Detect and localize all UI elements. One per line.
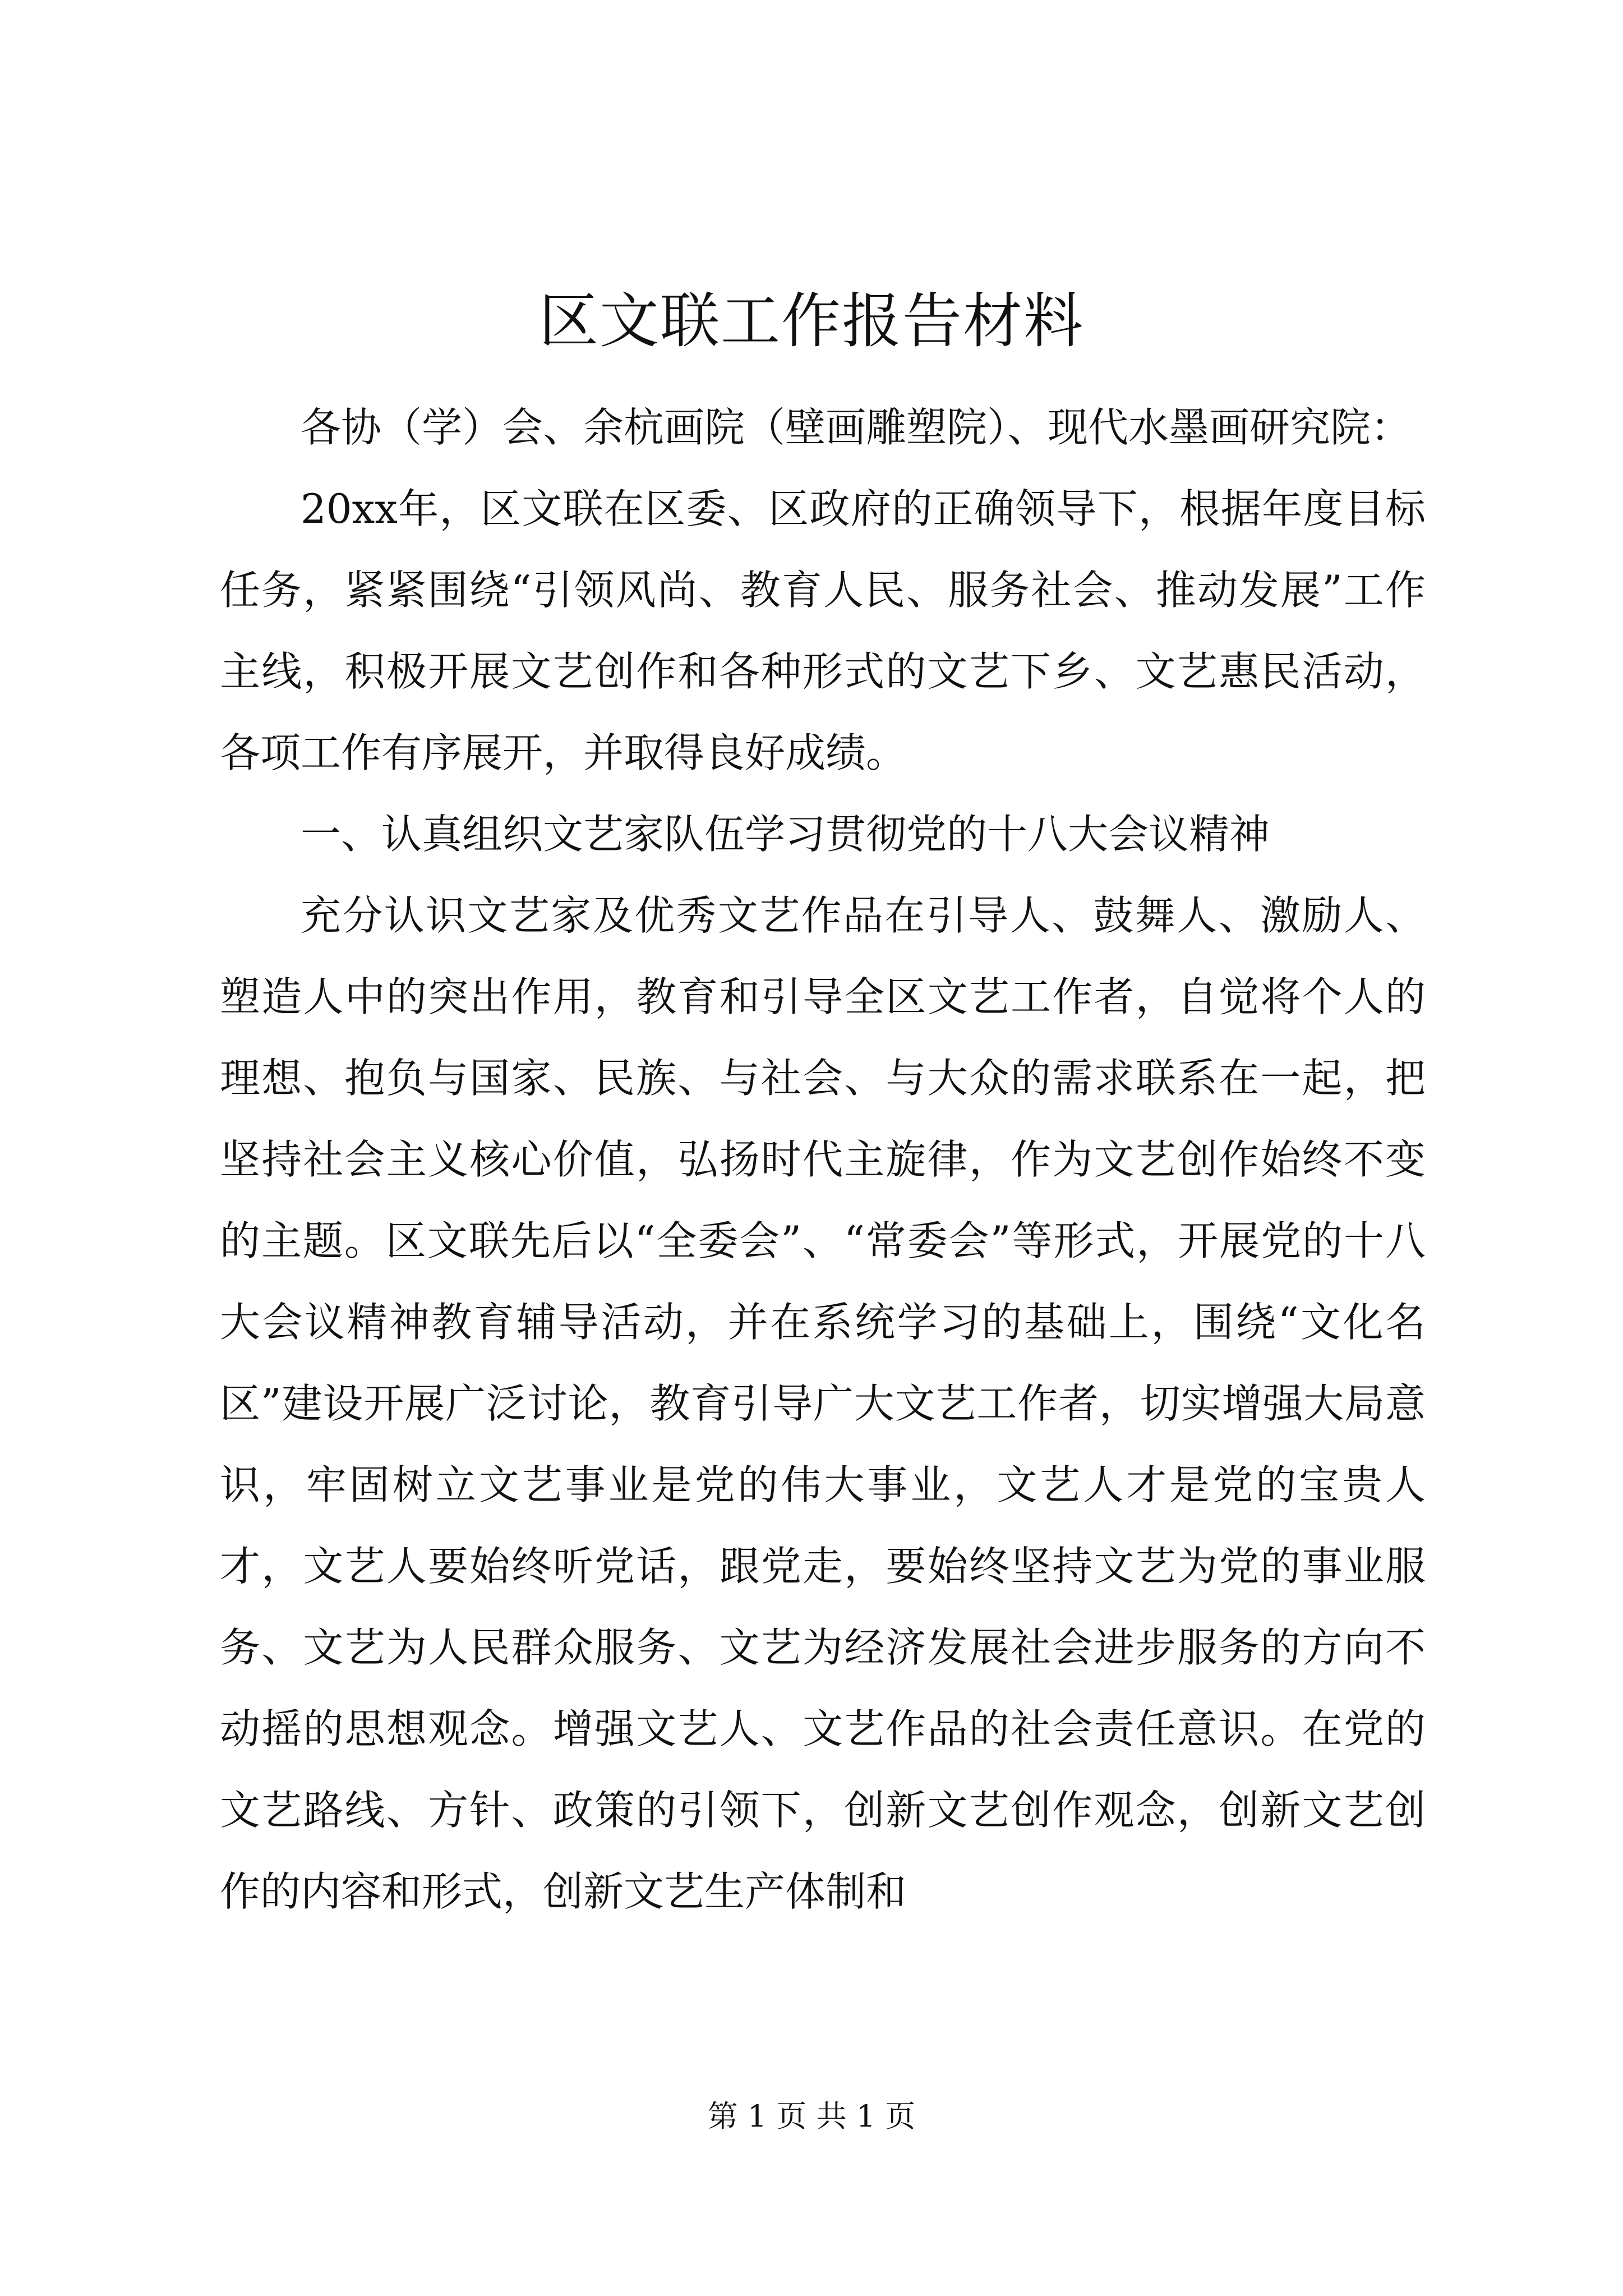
body-paragraph: 充分认识文艺家及优秀文艺作品在引导人、鼓舞人、激励人、塑造人中的突出作用，教育和引导全区文艺工作者，自觉将个人的理想、抱负与国家、民族、与社会、与大众的需求联系在一起，把坚持社会主义核心价值，弘扬时代主旋律，作为文艺创作始终不变的主题。区文联先后以“全委会”、“常委会”等形式，开展党的十八大会议精神教育辅导活动，并在系统学习的基础上，围绕“文化名区”建设开展广泛讨论，教育引导广大文艺工作者，切实增强大局意识，牢固树立文艺事业是党的伟大事业，文艺人才是党的宝贵人才，文艺人要始终听党话，跟党走，要始终坚持文艺为党的事业服务、文艺为人民群众服务、文艺为经济发展社会进步服务的方向不动摇的思想观念。增强文艺人、文艺作品的社会责任意识。在党的文艺路线、方针、政策的引领下，创新文艺创作观念，创新文艺创作的内容和形式，创新文艺生产体制和 <box>220 892 1426 1915</box>
page-footer: 第 1 页 共 1 页 <box>707 2099 916 2134</box>
section-heading: 一、认真组织文艺家队伍学习贯彻党的十八大会议精神 <box>301 811 1270 858</box>
intro-paragraph: 20xx年，区文联在区委、区政府的正确领导下，根据年度目标任务，紧紧围绕“引领风尚、教育人民、服务社会、推动发展”工作主线，积极开展文艺创作和各种形式的文艺下乡、文艺惠民活动，各项工作有序展开，并取得良好成绩。 <box>220 485 1426 776</box>
salutation-paragraph: 各协（学）会、余杭画院（壁画雕塑院）、现代水墨画研究院： <box>301 404 1412 451</box>
document-title: 区文联工作报告材料 <box>539 287 1084 356</box>
document-body <box>220 387 1426 1932</box>
